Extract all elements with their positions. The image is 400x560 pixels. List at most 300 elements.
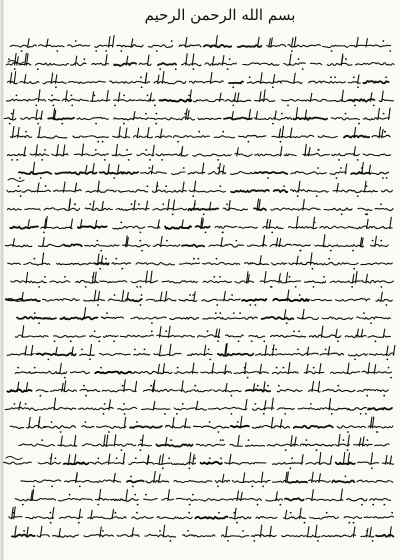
ink-dot <box>135 457 137 459</box>
ink-word <box>60 317 97 319</box>
ink-dot <box>289 276 291 278</box>
ink-word <box>7 390 31 392</box>
ink-word <box>113 136 130 138</box>
ink-ascender <box>146 271 148 283</box>
ink-word <box>357 317 391 319</box>
ink-dot <box>95 50 97 52</box>
margin-note <box>8 179 24 182</box>
ink-word <box>78 226 107 228</box>
ink-dot <box>98 340 100 342</box>
ink-word <box>208 407 247 409</box>
ink-dot <box>134 494 136 496</box>
ink-ascender <box>285 510 287 518</box>
ink-word <box>7 81 17 84</box>
ink-word <box>218 354 253 356</box>
ink-ascender <box>145 74 147 84</box>
ink-ascender <box>93 163 95 174</box>
ink-dot <box>291 50 293 52</box>
ink-dot <box>89 203 91 205</box>
ink-dot <box>306 439 308 441</box>
ink-word <box>10 136 31 138</box>
ink-dot <box>157 185 159 187</box>
ink-word <box>215 226 237 228</box>
ink-dot <box>78 522 80 524</box>
ink-ascender <box>38 183 40 192</box>
ink-word <box>5 407 38 410</box>
ink-word <box>10 426 24 428</box>
ink-dot <box>263 413 265 415</box>
ink-word <box>358 462 379 464</box>
ink-dot <box>317 167 319 169</box>
ink-word <box>44 208 79 211</box>
ink-ascender <box>19 402 21 410</box>
ink-ascender <box>381 292 383 301</box>
ink-word <box>361 263 392 265</box>
ink-ascender <box>279 129 281 138</box>
ink-word <box>179 263 199 264</box>
ink-dot <box>345 113 347 115</box>
ink-ascender <box>342 90 344 101</box>
ink-dot <box>126 149 128 151</box>
ink-dot <box>236 522 238 524</box>
ink-word <box>82 426 94 428</box>
ink-ascender <box>358 75 360 83</box>
ink-word <box>281 81 303 84</box>
ink-dot <box>64 276 66 278</box>
ink-word <box>231 190 269 192</box>
ink-dot <box>38 286 40 288</box>
ink-ascender <box>226 383 228 391</box>
ink-dot <box>198 131 200 133</box>
ink-dot <box>194 385 196 387</box>
ink-ascender <box>265 272 267 283</box>
ink-dot <box>34 258 36 260</box>
ink-word <box>239 135 266 137</box>
ink-dot <box>383 395 385 397</box>
ink-ascender <box>148 55 150 65</box>
ink-word <box>38 462 60 464</box>
ink-dot <box>302 68 304 70</box>
ink-word <box>19 172 51 174</box>
ink-dot <box>141 294 143 296</box>
ink-word <box>225 462 266 464</box>
ink-dot <box>56 50 58 52</box>
ink-word <box>68 81 105 83</box>
ink-dot <box>34 367 36 369</box>
ink-dot <box>194 457 196 459</box>
ink-ascender <box>266 219 268 228</box>
ink-dot <box>217 486 219 488</box>
ink-dot <box>171 40 173 42</box>
ink-ascender <box>390 456 392 464</box>
ink-dot <box>75 40 77 42</box>
ink-ascender <box>308 527 310 537</box>
ink-word <box>231 172 255 175</box>
ink-word <box>157 335 195 337</box>
ink-dot <box>40 395 42 397</box>
ink-dot <box>257 504 259 506</box>
ink-word <box>119 389 136 391</box>
ink-dot <box>147 185 149 187</box>
ink-dot <box>136 286 138 288</box>
ink-word <box>274 190 288 192</box>
ink-word <box>85 244 120 246</box>
ink-word <box>299 208 321 210</box>
ink-dot <box>14 68 16 70</box>
ink-dot <box>238 340 240 342</box>
ink-dot <box>328 258 330 260</box>
ink-dot <box>116 457 118 459</box>
ink-word <box>95 372 131 374</box>
ink-ascender <box>60 363 62 373</box>
ink-word <box>361 536 374 538</box>
ink-dot <box>316 449 318 451</box>
ink-dot <box>43 232 45 234</box>
ink-word <box>108 299 127 301</box>
ink-word <box>39 45 65 47</box>
ink-word <box>52 154 69 156</box>
ink-ascender <box>336 329 338 337</box>
ink-dot <box>348 522 350 524</box>
ink-ascender <box>12 110 14 120</box>
ink-word <box>40 408 76 410</box>
ink-dot <box>354 105 356 107</box>
ink-dot <box>149 167 151 169</box>
ink-word <box>139 63 151 65</box>
ink-word <box>293 245 310 247</box>
ink-word <box>7 353 34 355</box>
ink-word <box>15 498 55 500</box>
ink-word <box>336 444 350 446</box>
ink-ascender <box>237 93 239 102</box>
ink-ascender <box>71 219 73 229</box>
ink-dot <box>14 403 16 405</box>
ink-dot <box>121 268 123 270</box>
ink-word <box>133 136 152 138</box>
ink-word <box>357 389 388 391</box>
ink-dot <box>145 494 147 496</box>
ink-word <box>231 426 249 428</box>
ink-dot <box>330 76 332 78</box>
ink-dot <box>164 413 166 415</box>
ink-dot <box>97 304 99 306</box>
ink-dot <box>226 203 228 205</box>
ink-dot <box>267 177 269 179</box>
ink-dot <box>353 522 355 524</box>
ink-dot <box>11 113 13 115</box>
ink-ascender <box>290 54 292 65</box>
ink-word <box>255 154 282 156</box>
ink-dot <box>74 203 76 205</box>
ink-word <box>182 245 204 247</box>
ink-dot <box>189 294 191 296</box>
ink-ascender <box>389 108 391 120</box>
ink-dot <box>189 504 191 506</box>
ink-dot <box>34 312 36 314</box>
ink-ascender <box>216 36 218 47</box>
ink-dot <box>192 195 194 197</box>
ink-word <box>131 372 172 374</box>
ink-ascender <box>181 147 183 156</box>
ink-word <box>195 517 227 519</box>
ink-ascender <box>321 326 323 337</box>
ink-dot <box>340 167 342 169</box>
ink-dot <box>85 286 87 288</box>
ink-ascender <box>85 165 87 174</box>
ink-word <box>311 63 322 65</box>
ink-ascender <box>292 38 294 47</box>
ink-ascender <box>28 220 30 229</box>
ink-ascender <box>245 399 247 410</box>
ink-word <box>165 226 191 229</box>
ink-word <box>369 353 394 355</box>
ink-ascender <box>92 92 94 102</box>
ink-dot <box>140 449 142 451</box>
ink-word <box>26 517 54 519</box>
ink-word <box>273 299 309 301</box>
ink-word <box>336 298 370 301</box>
ink-dot <box>51 95 53 97</box>
ink-word <box>8 263 21 264</box>
ink-word <box>226 335 244 337</box>
ink-dot <box>385 76 387 78</box>
ink-word <box>80 354 95 355</box>
ink-word <box>187 354 212 356</box>
ink-dot <box>8 58 10 60</box>
ink-word <box>21 480 61 482</box>
ink-word <box>284 154 296 156</box>
ink-word <box>375 444 390 446</box>
ink-dot <box>383 113 385 115</box>
ink-dot <box>313 286 315 288</box>
ink-ascender <box>54 398 56 410</box>
ink-dot <box>48 359 50 361</box>
ink-dot <box>371 467 373 469</box>
ink-dot <box>162 203 164 205</box>
ink-word <box>347 499 367 501</box>
ink-word <box>246 389 270 391</box>
ink-dot <box>326 512 328 514</box>
ink-dot <box>123 123 125 125</box>
ink-dot <box>343 439 345 441</box>
ink-word <box>114 100 135 102</box>
ink-dot <box>97 504 99 506</box>
ink-dot <box>316 195 318 197</box>
ink-word <box>291 190 329 192</box>
ink-dot <box>281 113 283 115</box>
ink-dot <box>248 141 250 143</box>
ink-dot <box>18 185 20 187</box>
ink-dot <box>81 349 83 351</box>
ink-dot <box>276 367 278 369</box>
ink-ascender <box>371 453 373 465</box>
ink-dot <box>161 159 163 161</box>
ink-word <box>363 118 389 120</box>
basmala-heading: بسم الله الرحمن الرحيم <box>144 6 296 24</box>
ink-word <box>278 408 295 410</box>
ink-dot <box>103 413 105 415</box>
ink-word <box>289 262 317 264</box>
ink-word <box>95 498 108 500</box>
ink-ascender <box>312 490 314 501</box>
ink-word <box>116 208 149 210</box>
ink-ascender <box>163 525 165 537</box>
ink-dot <box>120 50 122 52</box>
ink-dot <box>271 232 273 234</box>
ink-word <box>194 426 230 428</box>
ink-dot <box>345 476 347 478</box>
ink-ascender <box>168 490 170 501</box>
ink-dot <box>11 159 13 161</box>
ink-dot <box>151 330 153 332</box>
ink-dot <box>45 185 47 187</box>
ink-word <box>53 535 79 537</box>
ink-dot <box>216 258 218 260</box>
ink-word <box>370 499 391 501</box>
ink-dot <box>373 105 375 107</box>
ink-ascender <box>258 37 260 47</box>
ink-word <box>298 408 333 410</box>
ink-ascender <box>210 73 212 84</box>
ink-dot <box>232 105 234 107</box>
ink-dot <box>22 504 24 506</box>
ink-word <box>100 172 138 174</box>
ink-word <box>44 426 75 429</box>
ink-word <box>117 535 139 537</box>
ink-dot <box>341 213 343 215</box>
ink-ascender <box>159 474 161 482</box>
ink-dot <box>140 286 142 288</box>
ink-dot <box>83 385 85 387</box>
ink-dot <box>61 123 63 125</box>
ink-word <box>73 136 109 138</box>
ink-dot <box>19 177 21 179</box>
ink-word <box>203 317 223 319</box>
ink-word <box>176 498 197 500</box>
ink-word <box>117 45 143 47</box>
ink-word <box>175 372 198 374</box>
ink-word <box>249 336 265 338</box>
ink-word <box>288 481 307 483</box>
ink-word <box>315 245 347 247</box>
ink-word <box>255 354 276 356</box>
ink-dot <box>366 213 368 215</box>
ink-ascender <box>52 508 54 519</box>
ink-dot <box>233 312 235 314</box>
ink-word <box>174 480 212 482</box>
margin-note <box>6 457 22 460</box>
ink-dot <box>237 421 239 423</box>
ink-dot <box>115 512 117 514</box>
ink-dot <box>347 431 349 433</box>
ink-word <box>344 136 369 138</box>
ink-word <box>134 354 150 356</box>
ink-dot <box>248 439 250 441</box>
ink-dot <box>313 367 315 369</box>
ink-ascender <box>204 345 206 355</box>
ink-dot <box>384 131 386 133</box>
ink-word <box>348 190 378 192</box>
ink-dot <box>242 530 244 532</box>
ink-dot <box>165 330 167 332</box>
ink-word <box>43 82 66 84</box>
ink-dot <box>94 330 96 332</box>
ink-dot <box>165 185 167 187</box>
ink-dot <box>121 449 123 451</box>
ink-ascender <box>102 201 104 210</box>
ink-dot <box>366 395 368 397</box>
ink-word <box>24 262 50 265</box>
ink-ascender <box>393 345 395 355</box>
ink-word <box>358 208 372 210</box>
ink-dot <box>193 68 195 70</box>
ink-dot <box>96 240 98 242</box>
ink-dot <box>122 385 124 387</box>
ink-word <box>143 389 177 391</box>
ink-dot <box>50 512 52 514</box>
ink-dot <box>219 312 221 314</box>
ink-ascender <box>341 489 343 501</box>
ink-word <box>174 408 206 410</box>
ink-word <box>266 499 283 501</box>
ink-dot <box>54 340 56 342</box>
ink-ascender <box>243 473 245 483</box>
ink-dot <box>176 413 178 415</box>
ink-word <box>272 462 302 464</box>
ink-word <box>183 535 215 537</box>
ink-dot <box>219 185 221 187</box>
ink-dot <box>299 294 301 296</box>
ink-word <box>323 389 355 391</box>
ink-dot <box>105 258 107 260</box>
ink-word <box>22 190 51 192</box>
ink-dot <box>317 540 319 542</box>
ink-ascender <box>318 381 320 391</box>
ink-word <box>156 154 188 156</box>
ink-ascender <box>259 200 261 211</box>
ink-word <box>59 498 93 501</box>
ink-word <box>141 172 167 174</box>
ink-dot <box>390 377 392 379</box>
ink-dot <box>201 222 203 224</box>
ink-word <box>345 335 366 337</box>
ink-ascender <box>169 344 171 355</box>
ink-word <box>364 516 393 518</box>
ink-word <box>36 390 48 392</box>
ink-ascender <box>33 162 35 174</box>
ink-dot <box>149 159 151 161</box>
ink-dot <box>345 58 347 60</box>
ink-dot <box>131 203 133 205</box>
ink-dot <box>361 504 363 506</box>
ink-word <box>71 371 90 373</box>
ink-dot <box>92 276 94 278</box>
ink-ascender <box>367 219 369 228</box>
ink-word <box>202 299 217 301</box>
ink-dot <box>140 232 142 234</box>
ink-word <box>182 63 202 66</box>
ink-ascender <box>61 436 63 446</box>
ink-dot <box>220 457 222 459</box>
ink-word <box>382 462 393 464</box>
ink-dot <box>358 123 360 125</box>
ink-dot <box>297 195 299 197</box>
ink-dot <box>97 141 99 143</box>
ink-dot <box>227 540 229 542</box>
ink-dot <box>134 349 136 351</box>
ink-ascender <box>64 381 66 392</box>
ink-dot <box>284 413 286 415</box>
